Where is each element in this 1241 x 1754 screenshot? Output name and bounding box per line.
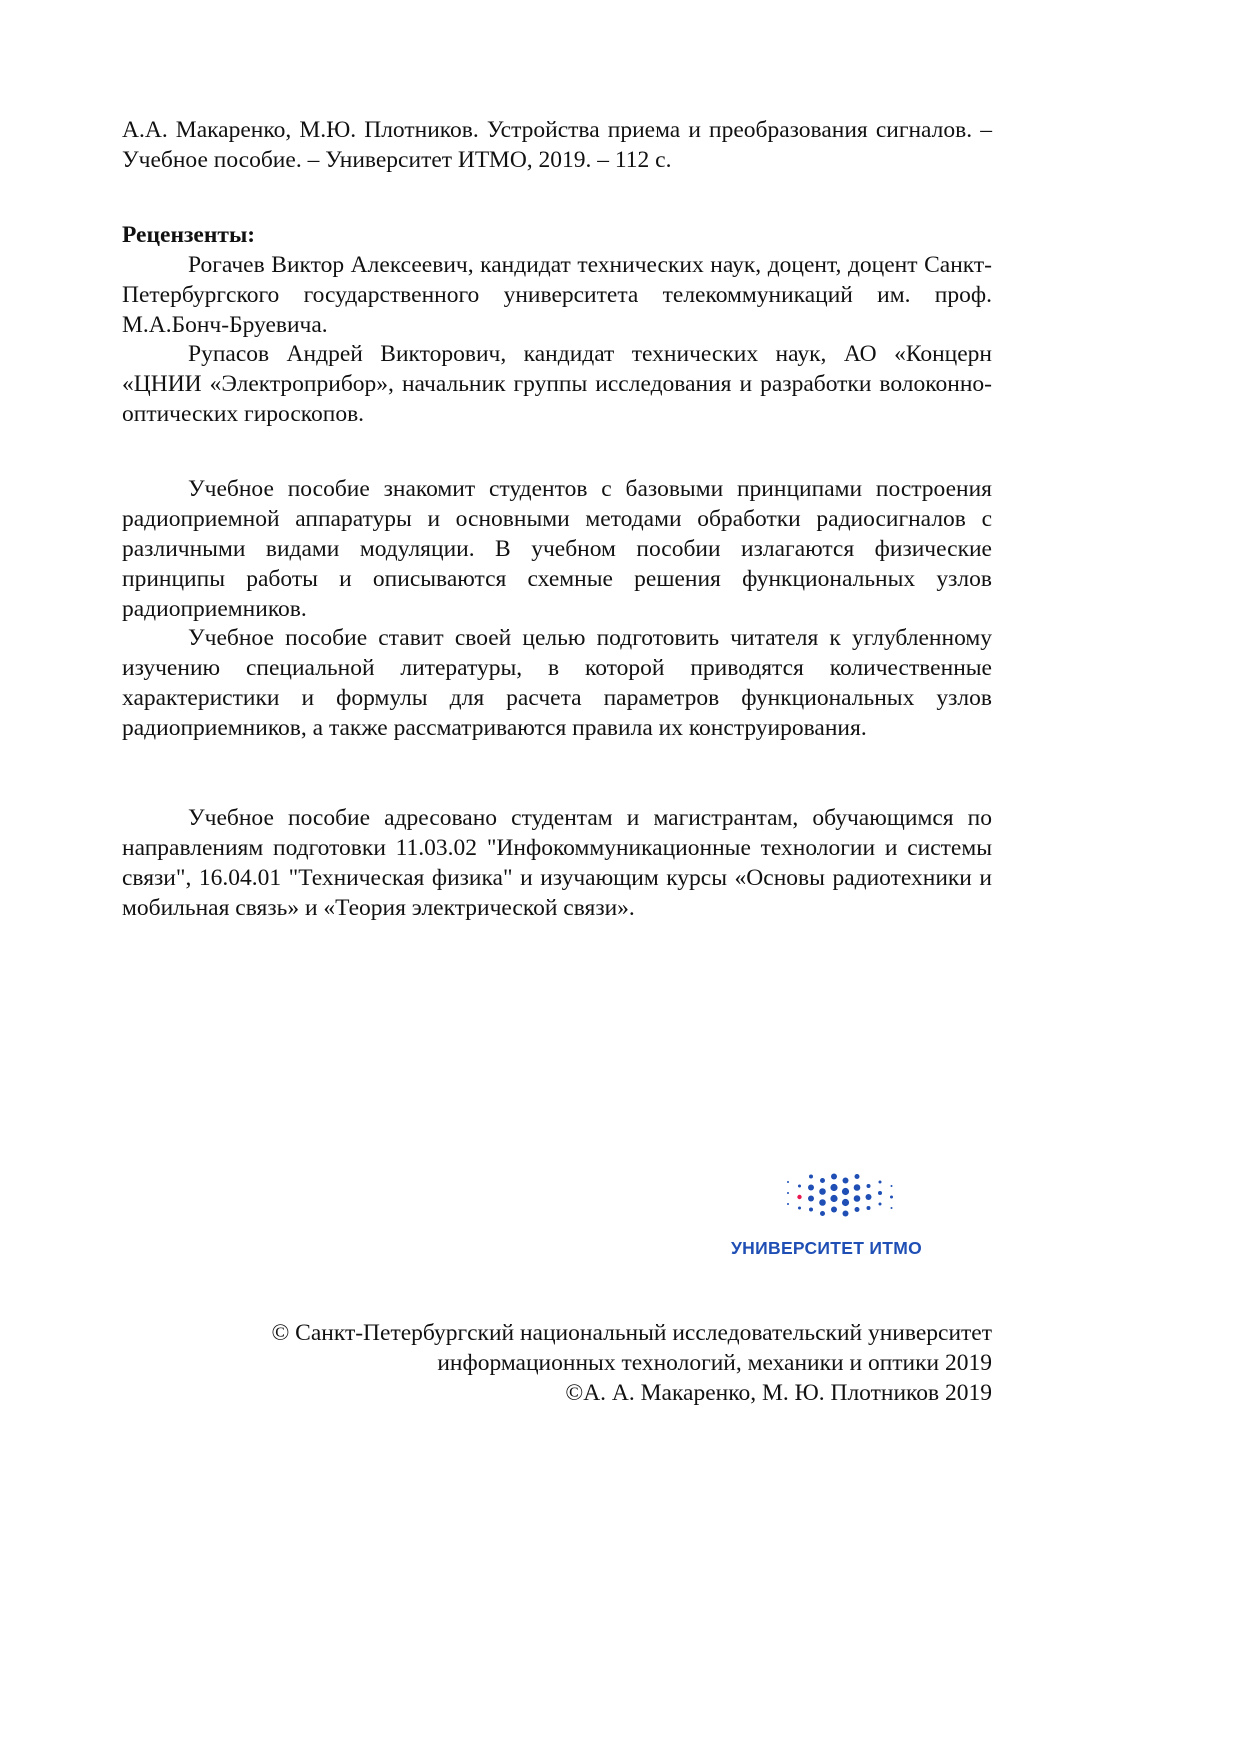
copyright-line: © Санкт-Петербургский национальный исследовательский университет	[271, 1320, 992, 1346]
logo-dot	[831, 1174, 837, 1180]
logo-dot	[843, 1178, 849, 1184]
logo-dot	[808, 1185, 814, 1191]
logo-dot	[830, 1195, 837, 1202]
logo-dot	[867, 1206, 871, 1210]
logo-text: УНИВЕРСИТЕТ ИТМО	[731, 1238, 923, 1258]
logo-dot	[842, 1199, 849, 1206]
reviewers-heading: Рецензенты:	[122, 222, 256, 248]
logo-dot	[879, 1181, 882, 1184]
abstract-paragraph: Учебное пособие знакомит студентов с базовыми принципами построения радиоприемной аппаратуры и основными методами обработки радиосигналов с различными видами модуляции. В учебном пособии излагаются физические принципы работы и описываются схемные решения функциональных узлов радиоприемников.	[122, 476, 992, 622]
logo-dot	[787, 1203, 789, 1205]
copyright-line: ©А. А. Макаренко, М. Ю. Плотников 2019	[565, 1380, 992, 1406]
logo-dot	[854, 1195, 861, 1202]
logo-dot	[819, 1199, 826, 1206]
logo-dot	[831, 1207, 837, 1213]
logo-dot	[866, 1194, 872, 1200]
copyright-line: информационных технологий, механики и оптики 2019	[437, 1350, 992, 1376]
logo-dot	[787, 1181, 789, 1183]
logo-dot	[809, 1208, 813, 1212]
logo-dot	[843, 1211, 849, 1217]
logo-dot	[878, 1191, 882, 1195]
logo-dot	[808, 1196, 814, 1202]
logo-dot	[820, 1211, 825, 1216]
itmo-dots-icon	[780, 1165, 910, 1225]
logo-dot	[854, 1184, 861, 1191]
audience-paragraph: Учебное пособие адресовано студентам и магистрантам, обучающимся по направлениям подготовки 11.03.02 "Инфокоммуникационные технологии и системы связи", 16.04.01 "Техническая физика" и изучающим курсы «Основы радиотехники и мобильная связь» и «Теория электрической связи».	[122, 805, 992, 921]
logo-dot	[855, 1174, 860, 1179]
logo-dot	[820, 1178, 825, 1183]
logo-dot	[891, 1207, 893, 1209]
logo-dot	[809, 1175, 813, 1179]
bibliographic-citation: А.А. Макаренко, М.Ю. Плотников. Устройства приема и преобразования сигналов. – Учебное пособие. – Университет ИТМО, 2019. – 112 с.	[122, 117, 992, 173]
logo-dot	[798, 1185, 801, 1188]
reviewer-entry: Рупасов Андрей Викторович, кандидат технических наук, АО «Концерн «ЦНИИ «Электроприбор», начальник группы исследования и разработки волоконно-оптических гироскопов.	[122, 341, 992, 427]
logo-dot	[842, 1188, 849, 1195]
abstract-paragraph: Учебное пособие ставит своей целью подготовить читателя к углубленному изучению специальной литературы, в которой приводятся количественные характеристики и формулы для расчета параметров функциональных узлов радиоприемников, а также рассматриваются правила их конструирования.	[122, 625, 992, 741]
logo-dot	[867, 1184, 871, 1188]
logo-dot	[879, 1203, 882, 1206]
logo-dot	[830, 1184, 837, 1191]
logo-dot	[819, 1188, 826, 1195]
logo-accent-dot	[797, 1195, 801, 1199]
logo-dot	[890, 1196, 893, 1199]
logo-dot	[855, 1207, 860, 1212]
logo-dot	[798, 1207, 801, 1210]
reviewer-entry: Рогачев Виктор Алексеевич, кандидат технических наук, доцент, доцент Санкт-Петербургского государственного университета телекоммуникаций им. проф. М.А.Бонч-Бруевича.	[122, 252, 992, 338]
logo-dot	[891, 1185, 893, 1187]
logo-dot	[787, 1192, 789, 1194]
itmo-university-logo	[725, 1165, 965, 1265]
